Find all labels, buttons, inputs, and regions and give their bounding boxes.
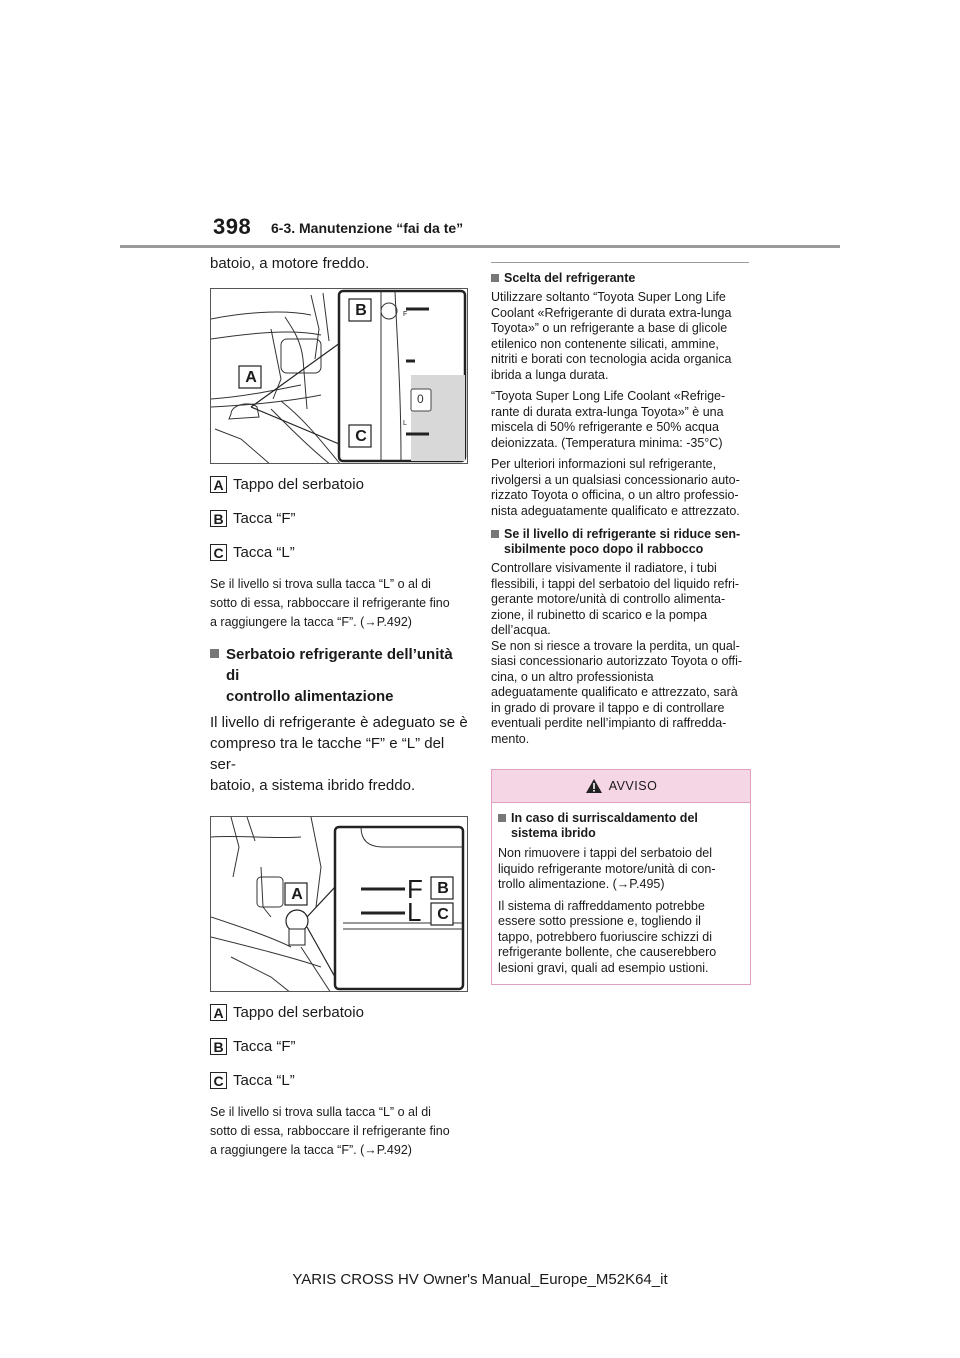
body-line: nitriti e borati con tecnologia acida organica bbox=[491, 352, 732, 366]
body-paragraph bbox=[491, 389, 751, 451]
figure1-label-c: C bbox=[355, 428, 367, 445]
figure1-label-b: B bbox=[355, 302, 367, 319]
right-column-divider bbox=[491, 262, 749, 263]
bullet-square-icon bbox=[491, 274, 499, 282]
figure2-label-a: A bbox=[291, 886, 303, 903]
legend-badge: B bbox=[210, 1038, 227, 1055]
body-line: compreso tra le tacche “F” e “L” del ser- bbox=[210, 735, 445, 773]
figure2-label-c: C bbox=[437, 906, 449, 923]
section-heading bbox=[491, 527, 751, 557]
legend-badge: C bbox=[210, 544, 227, 561]
legend-text: Tacca “F” bbox=[233, 510, 296, 527]
body-line: Utilizzare soltanto “Toyota Super Long Life bbox=[491, 290, 726, 304]
body-line: essere sotto pressione e, togliendo il bbox=[498, 914, 701, 928]
body-line: liquido refrigerante motore/unità di con- bbox=[498, 861, 716, 876]
body-line: zione, il rubinetto di scarico e la pompa bbox=[491, 607, 708, 622]
reservoir-figure-1 bbox=[210, 288, 468, 464]
note-1 bbox=[210, 575, 468, 632]
body-line: “Toyota Super Long Life Coolant «Refrige- bbox=[491, 389, 726, 403]
legend-item bbox=[210, 544, 468, 561]
note-2 bbox=[210, 1103, 468, 1160]
body-line: deionizzata. (Temperatura minima: -35°C) bbox=[491, 435, 723, 450]
legend-item bbox=[210, 1072, 468, 1089]
body-line: adeguatamente qualificato e attrezzato, sarà bbox=[491, 685, 738, 699]
figure1-sub-label: 0 bbox=[417, 392, 424, 406]
body-line: Controllare visivamente il radiatore, i tubi bbox=[491, 561, 717, 575]
note-line: sotto di essa, rabboccare il refrigerante fino bbox=[210, 1124, 450, 1138]
continuation-text: batoio, a motore freddo. bbox=[210, 255, 370, 272]
body-line: siasi concessionario autorizzato Toyota o offi- bbox=[491, 654, 743, 668]
body-line: in grado di provare il tappo e di controllare bbox=[491, 700, 725, 715]
legend-badge: C bbox=[210, 1072, 227, 1089]
heading-line: Serbatoio refrigerante dell’unità di bbox=[226, 646, 453, 684]
warning-header bbox=[492, 770, 750, 803]
heading-text: Scelta del refrigerante bbox=[504, 271, 636, 285]
note-line: a raggiungere la tacca “F”. (→P.492) bbox=[210, 1143, 412, 1157]
legend-text: Tacca “L” bbox=[233, 1072, 295, 1089]
warning-paragraph bbox=[498, 846, 742, 893]
legend-badge: A bbox=[210, 476, 227, 493]
heading-line: sistema ibrido bbox=[511, 826, 596, 840]
body-line: nista adeguatamente qualificato e attrezzato. bbox=[491, 503, 740, 518]
body-line: rivolgersi a un qualsiasi concessionario auto- bbox=[491, 472, 740, 487]
body-paragraph bbox=[491, 561, 751, 747]
body-line: cina, o un altro professionista bbox=[491, 669, 654, 684]
note-line: Se il livello si trova sulla tacca “L” o al di bbox=[210, 577, 431, 591]
bullet-square-icon bbox=[498, 814, 506, 822]
body-line: Il livello di refrigerante è adeguato se è bbox=[210, 714, 468, 731]
warning-box bbox=[491, 769, 751, 985]
legend-text: Tacca “F” bbox=[233, 1038, 296, 1055]
figure2-label-b: B bbox=[437, 880, 449, 897]
body-line: Coolant «Refrigerante di durata extra-lunga bbox=[491, 305, 732, 320]
legend-badge: B bbox=[210, 510, 227, 527]
note-line: Se il livello si trova sulla tacca “L” o al di bbox=[210, 1105, 431, 1119]
body-line: rante di durata extra-lunga Toyota»” è una bbox=[491, 404, 724, 419]
body-paragraph bbox=[491, 457, 751, 519]
body-line: batoio, a sistema ibrido freddo. bbox=[210, 777, 416, 794]
bullet-square-icon bbox=[210, 649, 219, 658]
body-line: gerante motore/unità di controllo alimenta- bbox=[491, 592, 726, 606]
body-line: Toyota»” o un refrigerante a base di glicole bbox=[491, 321, 728, 335]
legend-item bbox=[210, 476, 468, 493]
body-line: rizzato Toyota o officina, o un altro professio- bbox=[491, 488, 739, 502]
left-column bbox=[210, 254, 468, 1160]
body-line: flessibili, i tappi del serbatoio del liquido refri- bbox=[491, 576, 740, 591]
reservoir-figure-2 bbox=[210, 816, 468, 992]
warning-paragraph bbox=[498, 899, 742, 977]
body-line: ibrida a lunga durata. bbox=[491, 367, 609, 382]
body-line: dell’acqua. bbox=[491, 623, 551, 637]
body-line: miscela di 50% refrigerante e 50% acqua bbox=[491, 420, 719, 434]
footer-text: YARIS CROSS HV Owner's Manual_Europe_M52K64_it bbox=[292, 1271, 668, 1288]
warning-title: AVVISO bbox=[608, 779, 658, 793]
legend-item bbox=[210, 1004, 468, 1021]
legend-1 bbox=[210, 476, 468, 561]
body-line: mento. bbox=[491, 731, 530, 746]
heading-line: sibilmente poco dopo il rabbocco bbox=[504, 542, 704, 556]
body-line: refrigerante bollente, che causerebbero bbox=[498, 945, 717, 959]
section-title: 6-3. Manutenzione “fai da te” bbox=[271, 220, 464, 236]
heading-line: In caso di surriscaldamento del bbox=[511, 811, 698, 825]
body-line: Per ulteriori informazioni sul refrigerante, bbox=[491, 457, 717, 471]
figure2-mark-l: L bbox=[407, 897, 422, 927]
page-number: 398 bbox=[213, 214, 252, 239]
body-line: tappo, potrebbero fuoriuscire schizzi di bbox=[498, 929, 713, 944]
legend-badge: A bbox=[210, 1004, 227, 1021]
legend-item bbox=[210, 1038, 468, 1055]
bullet-square-icon bbox=[491, 530, 499, 538]
right-column bbox=[491, 262, 751, 985]
legend-item bbox=[210, 510, 468, 527]
body-line: lesioni gravi, quali ad esempio ustioni. bbox=[498, 960, 709, 975]
body-line: Se non si riesce a trovare la perdita, un qual- bbox=[491, 638, 740, 653]
warning-heading bbox=[498, 811, 742, 841]
section-heading bbox=[210, 644, 468, 707]
warning-triangle-icon bbox=[585, 778, 603, 794]
body-line: etilenico non contenente silicati, ammine, bbox=[491, 336, 719, 351]
figure2-mark-f: F bbox=[407, 874, 423, 904]
heading-line: Se il livello di refrigerante si riduce sen- bbox=[504, 527, 741, 541]
figure1-label-a: A bbox=[245, 369, 257, 386]
footer bbox=[0, 1271, 960, 1288]
heading-line: controllo alimentazione bbox=[226, 688, 394, 705]
legend-text: Tacca “L” bbox=[233, 544, 295, 561]
body-line: eventuali perdite nell’impianto di raffredda- bbox=[491, 716, 727, 730]
legend-text: Tappo del serbatoio bbox=[233, 1004, 364, 1021]
warning-body bbox=[492, 803, 750, 984]
note-line: sotto di essa, rabboccare il refrigerante fino bbox=[210, 596, 450, 610]
header-divider bbox=[120, 245, 840, 248]
section-heading bbox=[491, 271, 751, 286]
figure1-mark-f: F bbox=[403, 311, 408, 318]
note-line: a raggiungere la tacca “F”. (→P.492) bbox=[210, 615, 412, 629]
legend-text: Tappo del serbatoio bbox=[233, 476, 364, 493]
legend-2 bbox=[210, 1004, 468, 1089]
engine-illustration-2 bbox=[211, 817, 468, 992]
body-line: Non rimuovere i tappi del serbatoio del bbox=[498, 846, 713, 860]
figure1-mark-l: L bbox=[403, 420, 407, 427]
body-paragraph bbox=[210, 712, 468, 796]
body-line: trollo alimentazione. (→P.495) bbox=[498, 877, 665, 891]
body-line: Il sistema di raffreddamento potrebbe bbox=[498, 898, 705, 913]
body-paragraph bbox=[491, 290, 751, 383]
